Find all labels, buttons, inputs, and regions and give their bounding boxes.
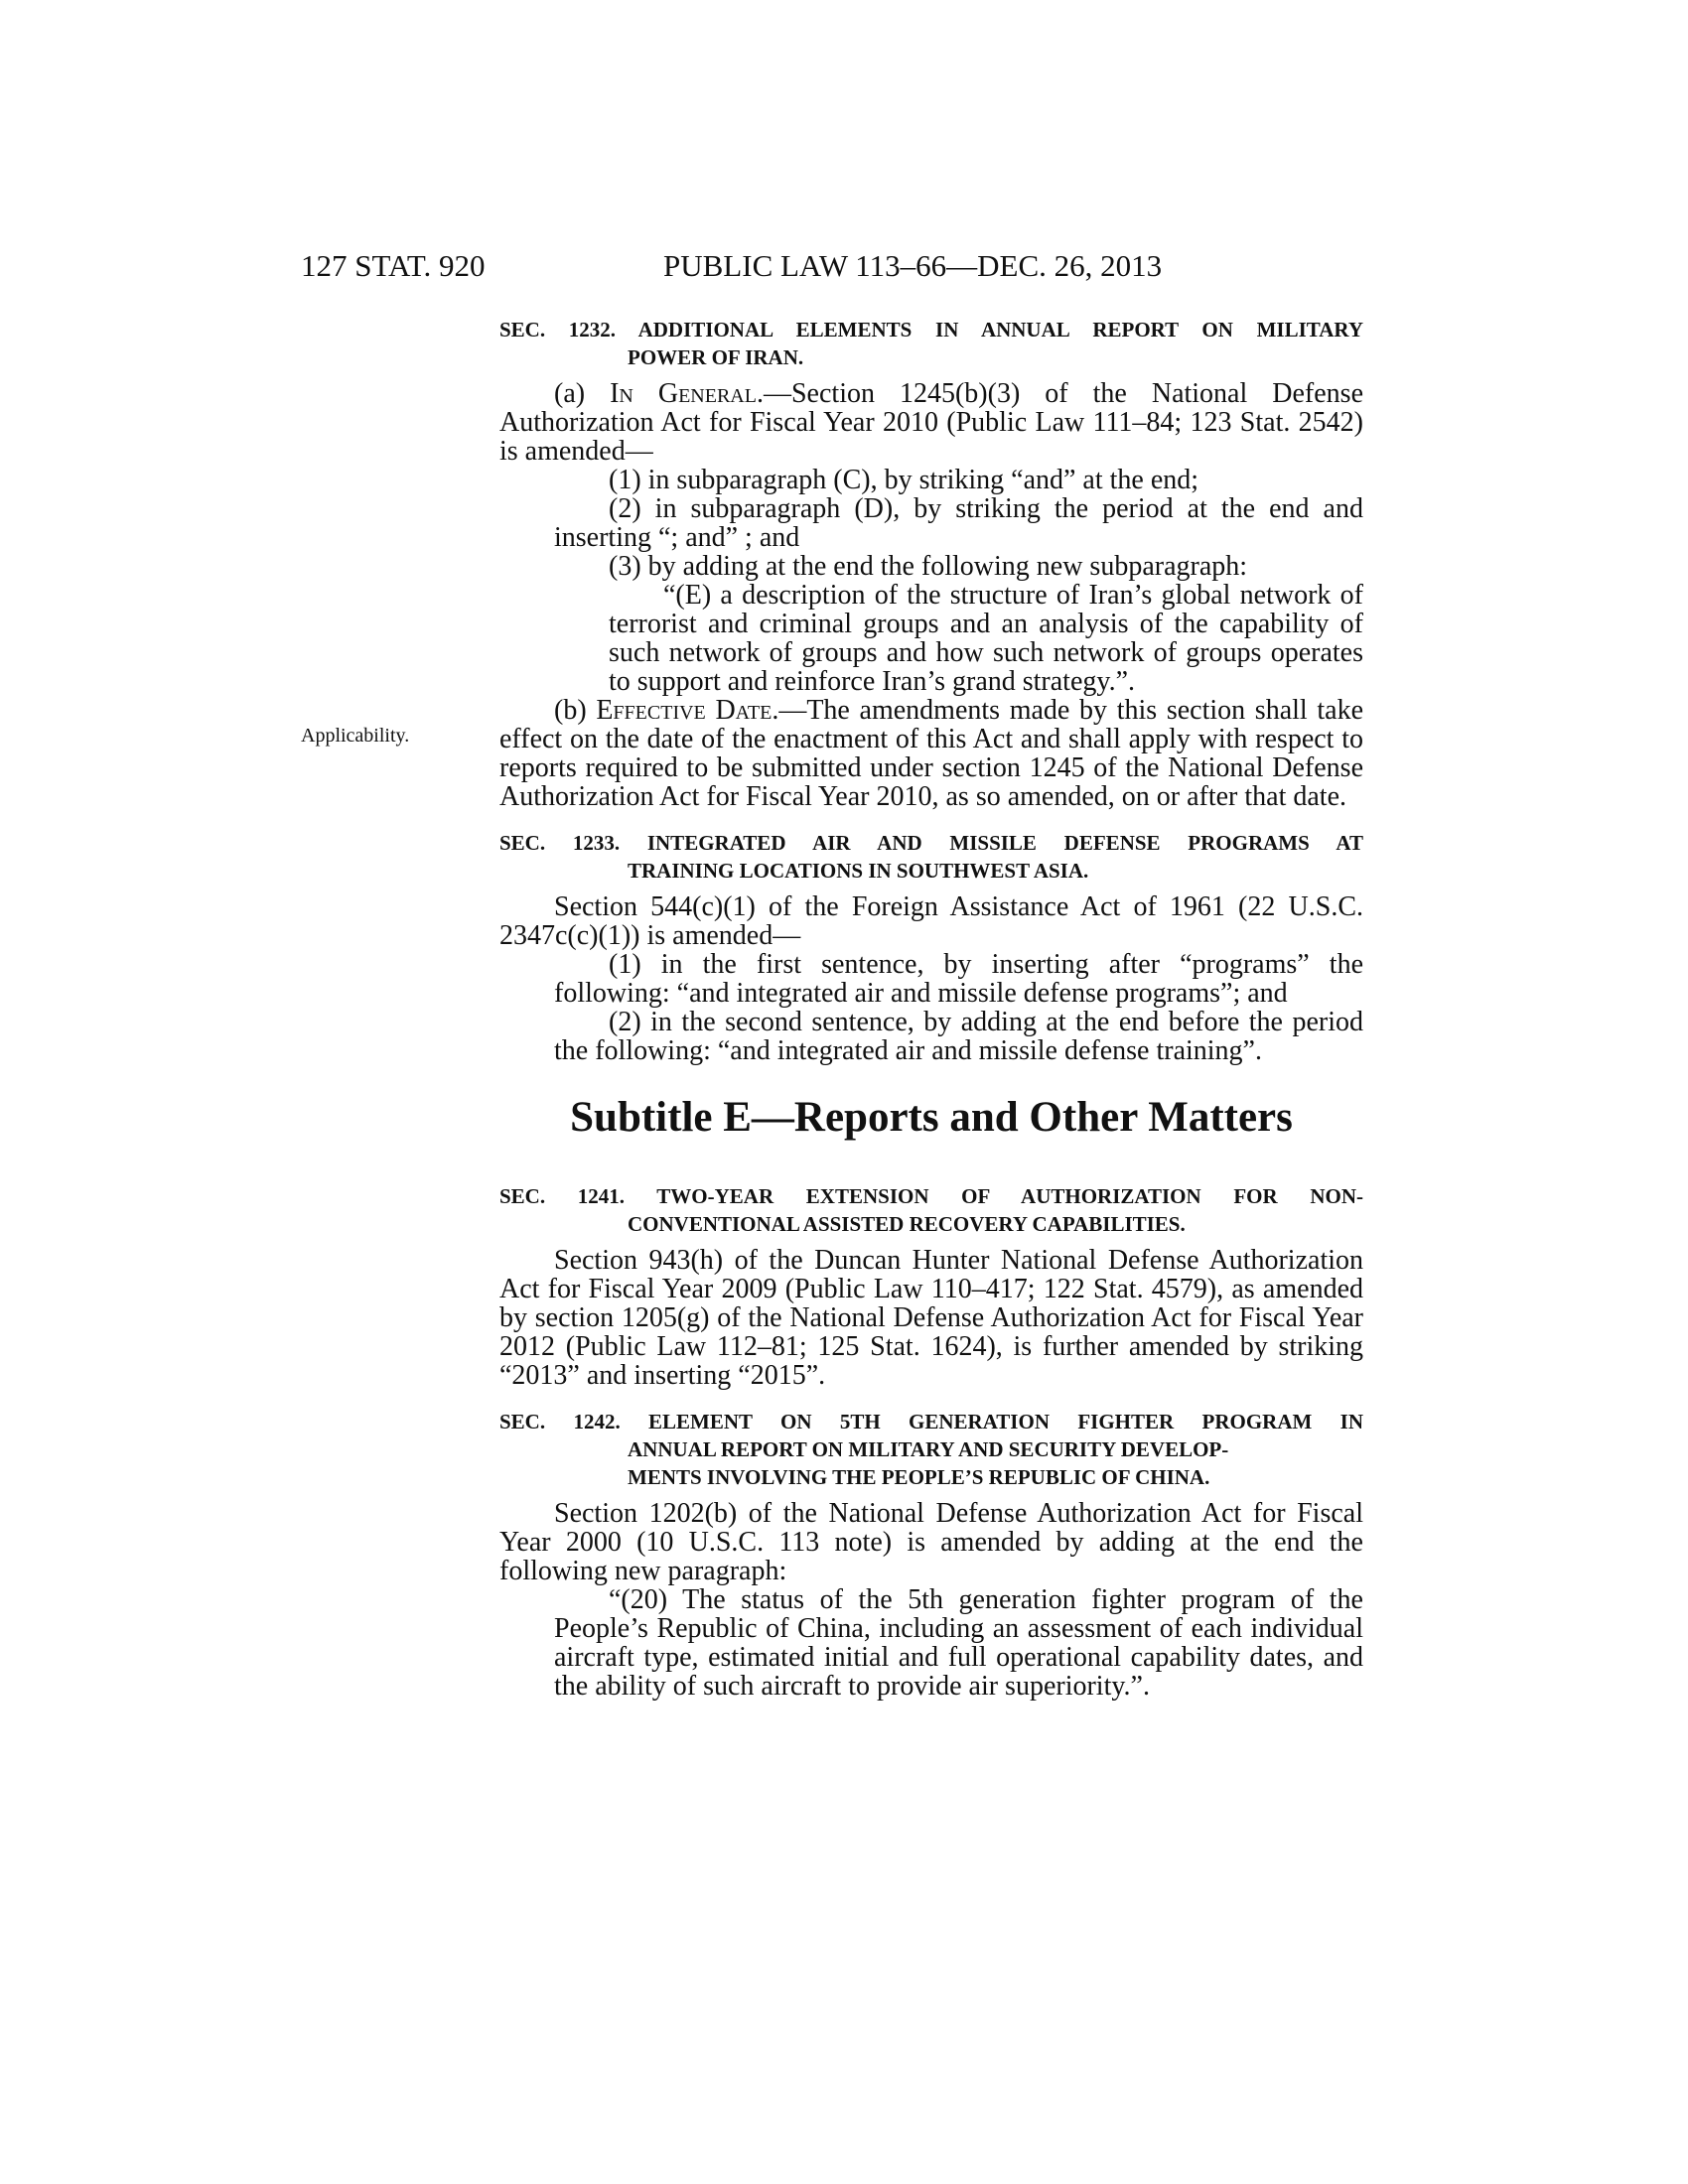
section-1232-item-3: (3) by adding at the end the following new subparagraph:	[609, 551, 1248, 582]
margin-note-applicability: Applicability.	[301, 725, 410, 747]
public-law-citation: PUBLIC LAW 113–66—DEC. 26, 2013	[663, 248, 1163, 283]
section-1232-subsection-a: (a) In General.—Section 1245(b)(3) of the National Defense Authorization Act for Fiscal Year 2010 (Public Law 111–84; 123 Stat. 2542) is amended—	[499, 378, 1364, 467]
running-header	[301, 246, 1397, 286]
section-1241-body: Section 943(h) of the Duncan Hunter National Defense Authorization Act for Fiscal Year 2009 (Public Law 110–417; 122 Stat. 4579), as amended by section 1205(g) of the National Defense Authorization Act for Fiscal Year 2012 (Public Law 112–81; 125 Stat. 1624), is further amended by striking “2013” and inserting “2015”.	[499, 1245, 1363, 1391]
section-1241-heading: SEC. 1241. TWO-YEAR EXTENSION OF AUTHORIZATION FOR NON- CONVENTIONAL ASSISTED RECOVERY CAPABILITIES.	[499, 1184, 1363, 1236]
section-1233-item-1: (1) in the first sentence, by inserting after “programs” the following: “and integrated air and missile defense programs”; and	[554, 949, 1363, 1009]
section-1232-subsection-b: (b) Effective Date.—The amendments made by this section shall take effect on the date of the enactment of this Act and shall apply with respect to reports required to be submitted under section 1245 of the National Defense Authorization Act for Fiscal Year 2010, as so amended, on or after that date.	[499, 695, 1363, 812]
section-1232-item-1: (1) in subparagraph (C), by striking “and” at the end;	[609, 465, 1199, 495]
subsection-b-caption: Effective Date	[596, 695, 773, 726]
section-1242-heading: SEC. 1242. ELEMENT ON 5TH GENERATION FIGHTER PROGRAM IN ANNUAL REPORT ON MILITARY AND SECURITY DEVELOP- MENTS INVOLVING THE PEOPLE’S REPUBLIC OF CHINA.	[499, 1410, 1363, 1489]
section-1233-item-2: (2) in the second sentence, by adding at the end before the period the following: “and integrated air and missile defense training”.	[554, 1007, 1363, 1066]
section-1232-quoted-subparagraph-e: “(E) a description of the structure of Iran’s global network of terrorist and criminal groups and an analysis of the capability of such network of groups and how such network of groups operates to support and reinforce Iran’s grand strategy.”.	[609, 580, 1363, 697]
section-1233-intro: Section 544(c)(1) of the Foreign Assistance Act of 1961 (22 U.S.C. 2347c(c)(1)) is amended—	[499, 891, 1363, 951]
section-1233-heading: SEC. 1233. INTEGRATED AIR AND MISSILE DEFENSE PROGRAMS AT TRAINING LOCATIONS IN SOUTHWEST ASIA.	[499, 831, 1363, 883]
subsection-a-caption: In General	[610, 378, 757, 409]
section-1242-quoted-paragraph-20: “(20) The status of the 5th generation fighter program of the People’s Republic of China, including an assessment of each individual aircraft type, estimated initial and full operational capability dates, and the ability of such aircraft to provide air superiority.”.	[554, 1584, 1363, 1702]
section-1242-intro: Section 1202(b) of the National Defense Authorization Act for Fiscal Year 2000 (10 U.S.C. 113 note) is amended by adding at the end the following new paragraph:	[499, 1498, 1363, 1586]
stat-page-reference: 127 STAT. 920	[301, 248, 486, 283]
section-1232-item-2: (2) in subparagraph (D), by striking the period at the end and inserting “; and” ; and	[554, 493, 1363, 553]
section-1232-heading: SEC. 1232. ADDITIONAL ELEMENTS IN ANNUAL REPORT ON MILITARY POWER OF IRAN.	[499, 318, 1363, 369]
subtitle-heading: Subtitle E—Reports and Other Matters	[570, 1094, 1293, 1141]
main-column	[499, 316, 1363, 1701]
